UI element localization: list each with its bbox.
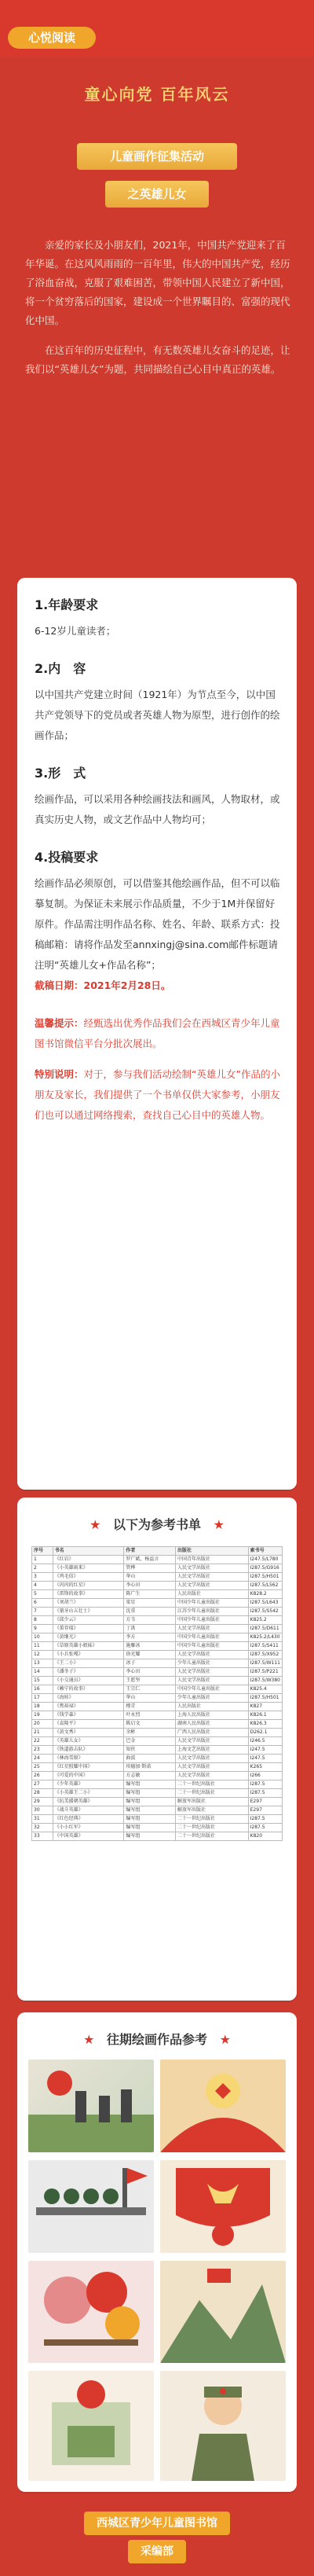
table-row [32, 1573, 283, 1582]
artwork-drawing [28, 2261, 154, 2363]
table-cell: 23 [32, 1746, 53, 1755]
table-cell: 沈重 [124, 1608, 176, 1616]
table-header: 作者 [124, 1547, 176, 1556]
table-cell: 《袁隆平》 [53, 1720, 124, 1729]
table-row [32, 1651, 283, 1659]
table-row [32, 1608, 283, 1616]
tip-text: 经甄选出优秀作品我们会在西城区青少年儿童图书馆微信平台分批次展出。 [35, 1017, 280, 1049]
table-row [32, 1685, 283, 1694]
rules-content [35, 595, 283, 1143]
table-cell: 陈广生 [124, 1590, 176, 1599]
table-cell: 《王二小》 [53, 1659, 124, 1668]
table-cell: 《狼牙山五壮士》 [53, 1608, 124, 1616]
table-cell: 王宗仁 [124, 1685, 176, 1694]
artwork-drawing [160, 2160, 286, 2253]
section-title: 1.年龄要求 [35, 597, 99, 612]
table-cell: 《黄文秀》 [53, 1729, 124, 1737]
table-cell: 5 [32, 1590, 53, 1599]
note-label: 特别说明： [35, 1068, 84, 1080]
intro-paragraph-2: 在这百年的历史征程中，有无数英雄儿女奋斗的足迹，让我们以“英雄儿女”为题，共同描绘自己心目中真正的英雄。 [25, 344, 290, 375]
booklist-card [17, 1497, 297, 2001]
table-cell: 2 [32, 1564, 53, 1573]
table-cell: 《雷锋的故事》 [53, 1590, 124, 1599]
table-cell: 24 [32, 1755, 53, 1763]
table-cell: 9 [32, 1625, 53, 1633]
table-cell: 《海娃》 [53, 1694, 124, 1703]
slogan: 童心向党 百年风云 [84, 85, 230, 104]
table-cell: 人民出版社 [176, 1703, 249, 1711]
table-row [32, 1616, 283, 1625]
table-cell: 编写组 [124, 1789, 176, 1798]
table-cell: 《鸡毛信》 [53, 1573, 124, 1582]
gallery-card [17, 2012, 297, 2492]
table-row [32, 1729, 283, 1737]
table-cell: 广西人民出版社 [176, 1729, 249, 1737]
table-cell: I246.5 [248, 1737, 282, 1746]
table-cell: 《小英雄雨来》 [53, 1564, 124, 1573]
table-row [32, 1564, 283, 1573]
table-row [32, 1806, 283, 1815]
rules-card [17, 578, 297, 1490]
table-cell: 25 [32, 1763, 53, 1772]
table-header: 序号 [32, 1547, 53, 1556]
artwork-image [28, 2371, 154, 2481]
deadline-text: 截稿日期：2021年2月28日。 [35, 979, 171, 991]
table-cell: 《林海雪原》 [53, 1755, 124, 1763]
table-row [32, 1582, 283, 1590]
section-text: 绘画作品必须原创，可以借鉴其他绘画作品，但不可以临摹复制。为保证未来展示作品质量，不少于1M并保留好原件。作品需注明作品名称、姓名、年龄、联系方式：投稿邮箱：请将作品发至annxingj@sina.com邮件标题请注明“英雄儿女+作品名称”； [35, 877, 280, 971]
table-cell: I287.5/D611 [248, 1625, 282, 1633]
tip-paragraph [35, 1013, 283, 1054]
table-row [32, 1668, 283, 1677]
intro-text [25, 236, 292, 390]
table-row [32, 1798, 283, 1806]
table-cell: K825.2 [248, 1616, 282, 1625]
artwork-image [28, 2261, 154, 2363]
table-cell: 施雁冰 [124, 1642, 176, 1651]
table-cell: K820 [248, 1832, 282, 1841]
banner-line-1: 儿童画作征集活动 [77, 143, 237, 170]
booklist-table [31, 1546, 283, 1841]
table-row [32, 1789, 283, 1798]
table-cell: 陈启文 [124, 1720, 176, 1729]
table-cell: I287.5 [248, 1789, 282, 1798]
table-cell: 22 [32, 1737, 53, 1746]
artwork-image [160, 2160, 286, 2253]
table-cell: I287.5/G916 [248, 1564, 282, 1573]
table-cell: I287.5 [248, 1780, 282, 1789]
table-cell: 《小兵张嘎》 [53, 1651, 124, 1659]
table-cell: 6 [32, 1599, 53, 1608]
table-cell: 曲波 [124, 1755, 176, 1763]
table-row [32, 1590, 283, 1599]
table-cell: 《英雄儿女》 [53, 1737, 124, 1746]
table-row [32, 1815, 283, 1824]
table-cell: I287.5/S542 [248, 1608, 282, 1616]
table-row [32, 1824, 283, 1832]
table-cell: 人民文学出版社 [176, 1564, 249, 1573]
table-cell: 《小小红军》 [53, 1824, 124, 1832]
table-cell: 人民文学出版社 [176, 1651, 249, 1659]
table-row [32, 1694, 283, 1703]
table-cell: 《可爱的中国》 [53, 1772, 124, 1780]
table-cell: 人民文学出版社 [176, 1625, 249, 1633]
section-form [35, 763, 283, 830]
table-cell: 中国少年儿童出版社 [176, 1642, 249, 1651]
section-text: 绘画作品，可以采用各种绘画技法和画风，人物取材，或真实历史人物，或文艺作品中人物均可； [35, 793, 280, 825]
artwork-drawing [28, 2160, 154, 2253]
section-content [35, 659, 283, 746]
table-cell: 《董存瑞》 [53, 1625, 124, 1633]
table-cell: 二十一世纪出版社 [176, 1780, 249, 1789]
section-age [35, 595, 283, 641]
artwork-image [28, 2160, 154, 2253]
artwork-image [160, 2261, 286, 2363]
table-cell: 编写组 [124, 1780, 176, 1789]
table-cell: 《抗美援朝英雄》 [53, 1798, 124, 1806]
table-cell: 《邱少云》 [53, 1616, 124, 1625]
table-cell: 李心田 [124, 1582, 176, 1590]
table-cell: K826.3 [248, 1720, 282, 1729]
table-cell: E297 [248, 1806, 282, 1815]
table-cell: 中国少年儿童出版社 [176, 1685, 249, 1694]
table-cell: 《铁道游击队》 [53, 1746, 124, 1755]
table-cell: 28 [32, 1789, 53, 1798]
table-cell: 叶永烈 [124, 1711, 176, 1720]
table-cell: I247.5 [248, 1755, 282, 1763]
table-cell: 15 [32, 1677, 53, 1685]
table-cell: 27 [32, 1780, 53, 1789]
table-row [32, 1772, 283, 1780]
table-cell: 人民出版社 [176, 1590, 249, 1599]
table-cell: 《钱学森》 [53, 1711, 124, 1720]
table-cell: 1 [32, 1556, 53, 1564]
footer [0, 2512, 314, 2563]
table-cell: 埃德加·斯诺 [124, 1763, 176, 1772]
table-cell: 徐光耀 [124, 1651, 176, 1659]
table-cell: 华山 [124, 1573, 176, 1582]
table-header-row [32, 1547, 283, 1556]
table-cell: 王愿坚 [124, 1677, 176, 1685]
artwork-drawing [160, 2371, 286, 2481]
table-cell: 巴金 [124, 1737, 176, 1746]
star-icon: ★ [83, 2032, 95, 2047]
artwork-image [28, 2060, 154, 2152]
column-tag: 心悦阅读 [8, 27, 96, 49]
table-cell: 人民文学出版社 [176, 1763, 249, 1772]
booklist-title-row [17, 1515, 297, 1533]
table-row [32, 1737, 283, 1746]
table-cell: 中国少年儿童出版社 [176, 1599, 249, 1608]
table-cell: 32 [32, 1824, 53, 1832]
table-cell: 知侠 [124, 1746, 176, 1755]
table-cell: 《红岩》 [53, 1556, 124, 1564]
table-cell: 《刘胡兰》 [53, 1599, 124, 1608]
table-cell: 8 [32, 1616, 53, 1625]
gallery-title-row [17, 2030, 297, 2048]
table-cell: K265 [248, 1763, 282, 1772]
table-cell: K826.1 [248, 1711, 282, 1720]
booklist-title: 以下为参考书单 [112, 1517, 201, 1532]
table-row [32, 1832, 283, 1841]
table-cell: I287.5 [248, 1815, 282, 1824]
table-cell: 人民文学出版社 [176, 1573, 249, 1582]
table-row [32, 1677, 283, 1685]
artwork-drawing [28, 2371, 154, 2481]
tip-label: 温馨提示： [35, 1017, 84, 1029]
table-cell: 《少年英雄》 [53, 1780, 124, 1789]
table-cell: I247.5/L780 [248, 1556, 282, 1564]
table-cell: 人民文学出版社 [176, 1677, 249, 1685]
table-row [32, 1780, 283, 1789]
table-cell: 7 [32, 1608, 53, 1616]
artwork-image [160, 2371, 286, 2481]
table-cell: I247.5 [248, 1746, 282, 1755]
table-row [32, 1720, 283, 1729]
table-cell: 上海人民出版社 [176, 1711, 249, 1720]
table-cell: K827 [248, 1703, 282, 1711]
table-cell: 编写组 [124, 1806, 176, 1815]
table-cell: 18 [32, 1703, 53, 1711]
section-title: 2.内 容 [35, 661, 86, 676]
note-paragraph [35, 1064, 283, 1126]
footer-department: 采编部 [128, 2540, 186, 2563]
table-row [32, 1755, 283, 1763]
table-cell: I287.5/H501 [248, 1573, 282, 1582]
table-cell: 《闪闪的红星》 [53, 1582, 124, 1590]
table-row [32, 1642, 283, 1651]
table-row [32, 1763, 283, 1772]
table-cell: 二十一世纪出版社 [176, 1789, 249, 1798]
artwork-drawing [160, 2261, 286, 2363]
section-text: 以中国共产党建立时间（1921年）为节点至今，以中国共产党领导下的党员或者英雄人物为原型，进行创作的绘画作品； [35, 689, 280, 741]
table-cell: 编写组 [124, 1824, 176, 1832]
table-cell: 《战斗英雄》 [53, 1806, 124, 1815]
table-cell: 二十一世纪出版社 [176, 1815, 249, 1824]
banner-line-2: 之英雄儿女 [105, 181, 209, 208]
table-cell: 冰子 [124, 1659, 176, 1668]
table-cell: 《小交通员》 [53, 1677, 124, 1685]
table-cell: 方韦 [124, 1616, 176, 1625]
table-cell: 解放军出版社 [176, 1798, 249, 1806]
table-cell: 方志敏 [124, 1772, 176, 1780]
table-row [32, 1703, 283, 1711]
table-cell: 16 [32, 1685, 53, 1694]
table-cell: D262.1 [248, 1729, 282, 1737]
table-cell: I287.5/L643 [248, 1599, 282, 1608]
gallery-title: 往期绘画作品参考 [106, 2032, 207, 2047]
table-cell: 33 [32, 1832, 53, 1841]
table-cell: 人民文学出版社 [176, 1737, 249, 1746]
table-header: 出版社 [176, 1547, 249, 1556]
table-cell: I287.5/X952 [248, 1651, 282, 1659]
table-header: 索书号 [248, 1547, 282, 1556]
header [0, 0, 314, 57]
section-title: 4.投稿要求 [35, 850, 99, 865]
table-cell: K825.4 [248, 1685, 282, 1694]
table-header: 书名 [53, 1547, 124, 1556]
table-cell: 11 [32, 1642, 53, 1651]
table-cell: 3 [32, 1573, 53, 1582]
table-cell: 17 [32, 1694, 53, 1703]
table-cell: 编写组 [124, 1832, 176, 1841]
table-cell: 李方 [124, 1633, 176, 1642]
table-cell: 罗广斌，杨益言 [124, 1556, 176, 1564]
table-cell: 《黄继光》 [53, 1633, 124, 1642]
artwork-drawing [28, 2060, 154, 2152]
table-cell: 12 [32, 1651, 53, 1659]
table-cell: 13 [32, 1659, 53, 1668]
table-cell: I287.5/P221 [248, 1668, 282, 1677]
table-cell: 《红星照耀中国》 [53, 1763, 124, 1772]
section-submission [35, 847, 283, 996]
table-cell: 14 [32, 1668, 53, 1677]
section-title: 3.形 式 [35, 766, 86, 781]
table-cell: 《赖宁的故事》 [53, 1685, 124, 1694]
table-cell: 余彬 [124, 1729, 176, 1737]
table-cell: 编写组 [124, 1815, 176, 1824]
table-cell: I287.5/S411 [248, 1642, 282, 1651]
table-cell: I287.5/L562 [248, 1582, 282, 1590]
table-cell: 21 [32, 1729, 53, 1737]
table-cell: 华山 [124, 1694, 176, 1703]
table-cell: 李心田 [124, 1668, 176, 1677]
table-cell: 少年儿童出版社 [176, 1659, 249, 1668]
section-text: 6-12岁儿童读者； [35, 625, 116, 637]
footer-organization: 西城区青少年儿童图书馆 [84, 2512, 230, 2535]
table-cell: 编写组 [124, 1798, 176, 1806]
table-cell: 梁星 [124, 1599, 176, 1608]
intro-paragraph-1: 亲爱的家长及小朋友们，2021年，中国共产党迎来了百年华诞。在这风风雨雨的一百年里，伟大的中国共产党，经历了浴血奋战，克服了艰难困苦，带领中国人民建立了新中国，将一个贫穷落后的国家，建设成一个世界瞩目的、富强的现代化中国。 [25, 239, 290, 326]
table-row [32, 1659, 283, 1668]
tips [35, 1013, 283, 1126]
table-cell: 10 [32, 1633, 53, 1642]
table-cell: 人民文学出版社 [176, 1582, 249, 1590]
table-cell: 《红色经典》 [53, 1815, 124, 1824]
artwork-drawing [160, 2060, 286, 2152]
table-cell: K825.2/L430 [248, 1633, 282, 1642]
activity-banner [77, 143, 237, 215]
table-cell: 19 [32, 1711, 53, 1720]
table-body [32, 1556, 283, 1841]
table-cell: 29 [32, 1798, 53, 1806]
table-cell: 中国青年出版社 [176, 1556, 249, 1564]
table-cell: 二十一世纪出版社 [176, 1824, 249, 1832]
table-cell: 上海文艺出版社 [176, 1746, 249, 1755]
table-cell: 解放军出版社 [176, 1806, 249, 1815]
table-cell: 二十一世纪出版社 [176, 1832, 249, 1841]
table-cell: 《中国英雄》 [53, 1832, 124, 1841]
table-cell: 人民文学出版社 [176, 1772, 249, 1780]
star-icon: ★ [213, 1517, 225, 1532]
table-cell: 丁洪 [124, 1625, 176, 1633]
table-cell: 江苏少年儿童出版社 [176, 1608, 249, 1616]
table-cell: I287.5/H501 [248, 1694, 282, 1703]
table-cell: I287.5/W380 [248, 1677, 282, 1685]
table-cell: 穆青 [124, 1703, 176, 1711]
table-cell: 中国少年儿童出版社 [176, 1616, 249, 1625]
table-row [32, 1599, 283, 1608]
star-icon: ★ [219, 2032, 231, 2047]
table-cell: 《焦裕禄》 [53, 1703, 124, 1711]
artwork-image [160, 2060, 286, 2152]
table-cell: 《小英雄王二小》 [53, 1789, 124, 1798]
table-cell: 31 [32, 1815, 53, 1824]
table-cell: 人民文学出版社 [176, 1668, 249, 1677]
table-cell: 人民文学出版社 [176, 1755, 249, 1763]
table-cell: 少年儿童出版社 [176, 1694, 249, 1703]
table-cell: 管桦 [124, 1564, 176, 1573]
star-icon: ★ [89, 1517, 101, 1532]
table-cell: 4 [32, 1582, 53, 1590]
table-row [32, 1633, 283, 1642]
table-cell: 中国少年儿童出版社 [176, 1633, 249, 1642]
table-cell: E297 [248, 1798, 282, 1806]
table-cell: 《潘冬子》 [53, 1668, 124, 1677]
table-cell: 26 [32, 1772, 53, 1780]
table-row [32, 1556, 283, 1564]
table-cell: 湖南人民出版社 [176, 1720, 249, 1729]
table-cell: I287.5 [248, 1824, 282, 1832]
table-cell: I287.5/W111 [248, 1659, 282, 1668]
table-row [32, 1625, 283, 1633]
table-row [32, 1746, 283, 1755]
table-cell: K828.2 [248, 1590, 282, 1599]
table-cell: 20 [32, 1720, 53, 1729]
table-cell: 《草原英雄小姐妹》 [53, 1642, 124, 1651]
note-text: 对于，参与我们活动绘制“英雄儿女”作品的小朋友及家长，我们提供了一个书单仅供大家参考，小朋友们也可以通过网络搜索，查找自己心目中的英雄人物。 [35, 1068, 280, 1121]
table-cell: 30 [32, 1806, 53, 1815]
table-row [32, 1711, 283, 1720]
table-cell: I266 [248, 1772, 282, 1780]
